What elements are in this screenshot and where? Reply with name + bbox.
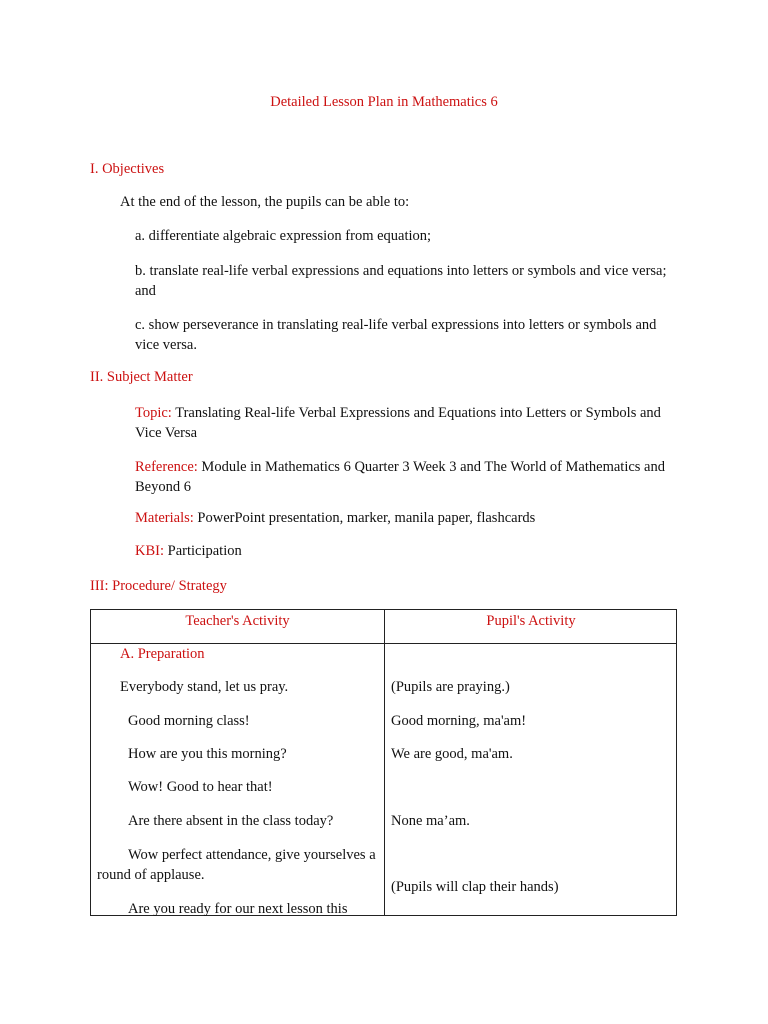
teacher-line: Wow perfect attendance, give yourselves a round of applause. [97, 847, 376, 883]
teacher-line: Good morning class! [128, 713, 250, 729]
teacher-line: Everybody stand, let us pray. [120, 679, 289, 695]
page-title: Detailed Lesson Plan in Mathematics 6 [270, 94, 498, 110]
topic-value: Translating Real-life Verbal Expressions and Equations into Letters or Symbols and Vice Versa [135, 405, 661, 441]
teacher-line: Wow! Good to hear that! [128, 779, 273, 795]
pupil-column-header: Pupil's Activity [486, 613, 576, 629]
pupil-line: (Pupils will clap their hands) [391, 879, 559, 895]
preparation-section-label: A. Preparation [120, 646, 205, 662]
kbi-value: Participation [167, 543, 242, 559]
objectives-intro: At the end of the lesson, the pupils can be able to: [120, 194, 410, 210]
reference-label: Reference: [135, 459, 198, 475]
teacher-line: How are you this morning? [128, 746, 287, 762]
reference-line [135, 457, 670, 497]
table-divider [384, 610, 385, 915]
teacher-column-header: Teacher's Activity [185, 613, 290, 629]
topic-label: Topic: [135, 405, 172, 421]
objective-item: a. differentiate algebraic expression from equation; [135, 228, 432, 244]
pupil-line: We are good, ma'am. [391, 746, 513, 762]
materials-value: PowerPoint presentation, marker, manila paper, flashcards [197, 510, 536, 526]
materials-label: Materials: [135, 510, 194, 526]
materials-line [135, 510, 535, 527]
procedure-heading: III: Procedure/ Strategy [90, 578, 227, 594]
pupil-line: (Pupils are praying.) [391, 679, 510, 695]
kbi-label: KBI: [135, 543, 164, 559]
pupil-line: Good morning, ma'am! [391, 713, 527, 729]
objective-item: c. show perseverance in translating real-life verbal expressions into letters or symbols and vice versa. [135, 317, 657, 353]
kbi-line [135, 543, 242, 560]
teacher-line: Are you ready for our next lesson this [128, 901, 348, 917]
teacher-line: Are there absent in the class today? [128, 813, 334, 829]
objective-item: b. translate real-life verbal expressions and equations into letters or symbols and vice versa; and [135, 263, 667, 299]
reference-value: Module in Mathematics 6 Quarter 3 Week 3 and The World of Mathematics and Beyond 6 [135, 459, 665, 495]
pupil-line: None ma’am. [391, 813, 470, 829]
activity-table [90, 609, 677, 916]
objectives-heading: I. Objectives [90, 161, 165, 177]
subject-matter-heading: II. Subject Matter [90, 369, 193, 385]
topic-line [135, 403, 670, 443]
